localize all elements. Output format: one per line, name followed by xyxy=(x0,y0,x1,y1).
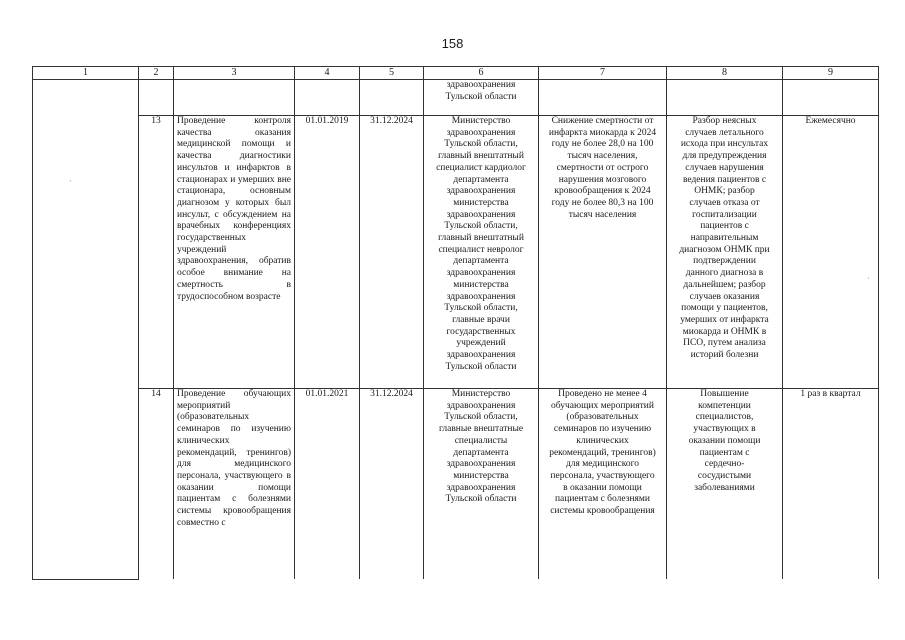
responsible-cell: здравоохранения Тульской области xyxy=(424,80,539,116)
table-row xyxy=(33,389,879,580)
result-cell: Проведено не менее 4 обучающих мероприятий (образовательных семинаров по изучению клинических рекомендаций, тренингов) для медицинского персонала, участвующего в оказании помощи пациентам с болезнями системы кровообращения xyxy=(539,389,667,580)
responsible-cell: Министерство здравоохранения Тульской области, главные внештатные специалисты департамента здравоохранения министерства здравоохранения Тульской области xyxy=(424,389,539,580)
column-header-row xyxy=(33,67,879,80)
scan-speck: · xyxy=(69,177,72,186)
indicator-cell: Разбор неясных случаев летального исхода при инсультах для предупреждения случаев нарушения ведения пациентов с ОНМК; разбор случаев отказа от госпитализации пациентов с направительным диагнозом ОНМК при подтверждении данного диагноза в дальнейшем; разбор случаев оказания помощи у пациентов, умерших от инфаркта миокарда и ОНМК в ПСО, путем анализа историй болезни xyxy=(667,116,783,389)
result-cell: Снижение смертности от инфаркта миокарда к 2024 году не более 28,0 на 100 тысяч населения, смертности от острого нарушения мозгового кровообращения к 2024 году не более 80,3 на 100 тысяч населения xyxy=(539,116,667,389)
column-header: 4 xyxy=(295,67,360,80)
column-header: 8 xyxy=(667,67,783,80)
continuation-row xyxy=(33,80,879,116)
column-header: 6 xyxy=(424,67,539,80)
row-number: 14 xyxy=(139,389,174,580)
row-number: 13 xyxy=(139,116,174,389)
frequency-cell: Ежемесячно xyxy=(783,116,879,389)
activity-description: Проведение контроля качества оказания медицинской помощи и качества диагностики инсультов и инфарктов в стационарах и умерших вне стационара, основным диагнозом у которых был инсульт, с обсуждением на врачебных конференциях государственных учреждений здравоохранения, обратив особое внимание на смертность в трудоспособном возрасте xyxy=(174,116,295,389)
frequency-cell: 1 раз в квартал xyxy=(783,389,879,580)
activity-description: Проведение обучающих мероприятий (образовательных семинаров по изучению клинических рекомендаций, тренингов) для медицинского персонала, участвующего в оказании помощи пациентам с болезнями системы кровообращения совместно с xyxy=(174,389,295,580)
start-date: 01.01.2019 xyxy=(295,116,360,389)
scan-speck: · xyxy=(867,274,870,283)
end-date: 31.12.2024 xyxy=(360,389,424,580)
column-header: 1 xyxy=(33,67,139,80)
table-row xyxy=(33,116,879,389)
indicator-cell: Повышение компетенции специалистов, участвующих в оказании помощи пациентам с сердечно- сосудистыми заболеваниями xyxy=(667,389,783,580)
column-header: 2 xyxy=(139,67,174,80)
activity-table xyxy=(32,66,879,580)
end-date: 31.12.2024 xyxy=(360,116,424,389)
start-date: 01.01.2021 xyxy=(295,389,360,580)
empty-section-cell xyxy=(33,80,139,580)
responsible-cell: Министерство здравоохранения Тульской области, главный внештатный специалист кардиолог департамента здравоохранения министерства здравоохранения Тульской области, главный внештатный специалист невролог департамента здравоохранения министерства здравоохранения Тульской области, главные врачи государственных учреждений здравоохранения Тульской области xyxy=(424,116,539,389)
column-header: 9 xyxy=(783,67,879,80)
column-header: 5 xyxy=(360,67,424,80)
page-number: 158 xyxy=(441,36,464,51)
column-header: 7 xyxy=(539,67,667,80)
column-header: 3 xyxy=(174,67,295,80)
